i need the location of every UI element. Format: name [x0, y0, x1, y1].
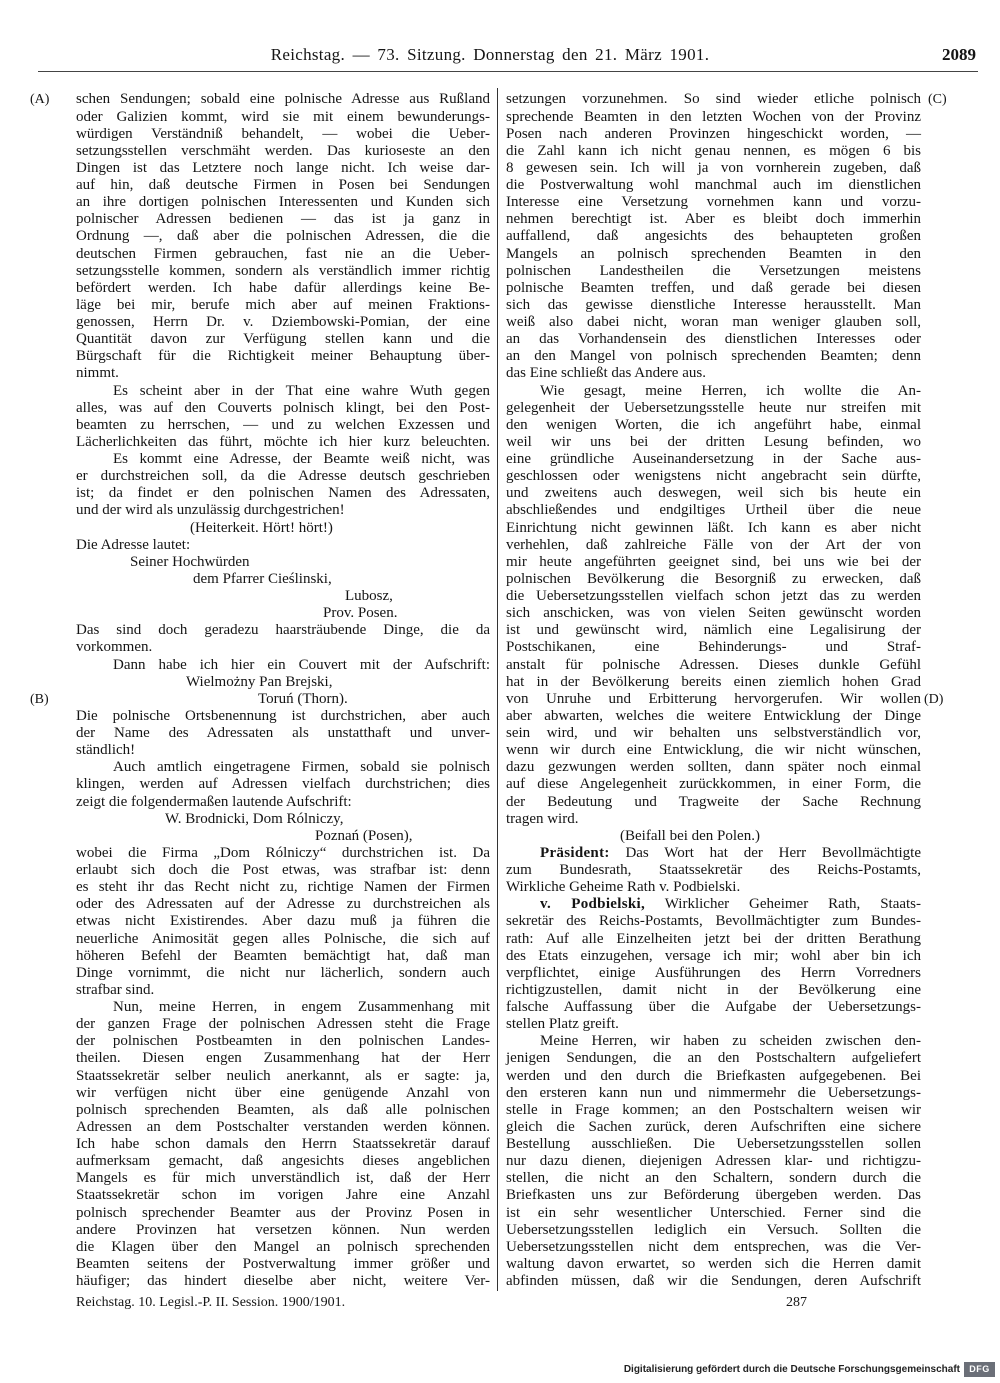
text-line: die Klagen über den Mangel an polnisch sprechenden — [76, 1238, 490, 1255]
text-line: waltung davon erwartet, so werden sich die Herren damit — [506, 1255, 921, 1272]
text-line: auf hin, daß deutsche Firmen in Posen bei Sendungen — [76, 177, 490, 194]
text-line: er durchstreichen soll, da die Adresse deutsch geschrieben — [76, 468, 490, 485]
text-line: Die polnische Ortsbenennung ist durchstrichen, aber auch — [76, 707, 490, 724]
speech-text: Das Wort hat der Herr Bevollmächtigte — [625, 844, 922, 861]
text-line: strafbar sind. — [76, 981, 155, 998]
text-line: der ganzen Frage der polnischen Adressen steht die Frage — [76, 1016, 490, 1033]
text-line: dazu gezwungen werden sollten, dann später noch einmal — [506, 759, 921, 776]
text-line: andere Provinzen hat versetzen können. Nun werden — [76, 1221, 490, 1238]
text-line: rath: Auf alle Einzelheiten jetzt bei der dritten Berathung — [506, 930, 921, 947]
text-line: geschlossen oder wenigstens nicht angebracht sein dürfte, — [506, 468, 921, 485]
text-line: theilen. Diesen engen Zusammenhang hat der Herr — [76, 1050, 490, 1067]
text-line: anstalt für polnische Adressen. Dieses dunkle Gefühl — [506, 656, 921, 673]
text-line: den wenigen Worten, die ich angeführt habe, einmal — [506, 416, 921, 433]
text-line: Postschikanen, eine Behinderungs- und Straf- — [506, 639, 921, 656]
text-line: aufmerksam gemacht, daß angesichts dieses angeblichen — [76, 1153, 490, 1170]
text-line: Quantität davon zur Verfügung stellen kann und die — [76, 331, 490, 348]
text-line: Beamten seitens der Postverwaltung immer größer und — [76, 1255, 490, 1272]
text-line: zeigt die folgendermaßen lautende Aufschrift: — [76, 793, 352, 810]
speaker-name: Präsident: — [540, 844, 610, 861]
text-line: Staatssekretär schon im vorigen Jahre eine Anzahl — [76, 1187, 490, 1204]
text-line: Interesse eine Versetzung vornehmen kann und vorzu- — [506, 194, 921, 211]
text-line: der polnischen Postbeamten in den polnischen Landes- — [76, 1033, 490, 1050]
dfg-logo-icon: DFG — [964, 1362, 995, 1377]
text-line: erlaubt sich doch die Post etwas, was strafbar ist: denn — [76, 862, 490, 879]
text-line: Mangels an polnisch sprechenden Beamten in den — [506, 245, 921, 262]
right-column — [506, 91, 921, 1291]
text-line: stelle in Frage kommen; an den Postschaltern weisen wir — [506, 1101, 921, 1118]
text-line: Uebersetzungsstellen lediglich ein Versuch. Sollten die — [506, 1221, 921, 1238]
margin-marker-a: (A) — [30, 92, 50, 107]
text-line: stellen, die nicht an den Schaltern, sondern durch die — [506, 1170, 921, 1187]
text-line: verpflichtet, einige Ausführungen des Herrn Vorredners — [506, 964, 921, 981]
text-line: aber abwarten, welches die weitere Entwicklung der Dinge — [506, 707, 921, 724]
text-line: Bestellung ausschließen. Die Uebersetzungsstellen sollen — [506, 1136, 921, 1153]
text-line: jenigen Sendungen, die an den Postschaltern aufgeliefert — [506, 1050, 921, 1067]
text-line: Auch amtlich eingetragene Firmen, sobald sie polnisch — [113, 759, 490, 776]
text-line: Dann habe ich hier ein Couvert mit der Aufschrift: — [113, 656, 490, 673]
text-line: polnisch sprechender Beamter aus der Provinz Posen in — [76, 1204, 490, 1221]
text-line: sich anschicken, was von vielen Seiten gewünscht worden — [506, 605, 921, 622]
left-column — [76, 91, 490, 1291]
text-line: Wielmożny Pan Brejski, — [186, 673, 333, 690]
text-line: der Name des Adressaten als unstatthaft und unver- — [76, 725, 490, 742]
text-line: tragen wird. — [506, 810, 579, 827]
text-line: neuerliche Animosität gegen alles Polnische, die sich auf — [76, 930, 490, 947]
margin-marker-c: (C) — [928, 92, 947, 107]
text-line: Bürgschaft für die Richtigkeit meiner Behauptung über- — [76, 348, 490, 365]
text-line: Die Adresse lautet: — [76, 536, 191, 553]
text-line: nimmt. — [76, 365, 119, 382]
text-line: polnischer Adressen bedienen — das ist ja ganz in — [76, 211, 490, 228]
text-line: klingen, werden auf Adressen vielfach durchstrichen; dies — [76, 776, 490, 793]
text-line: ist; da findet er den polnischen Namen des Adressaten, — [76, 485, 490, 502]
text-line: nehmen berechtigt ist. Aber es bleibt doch immerhin — [506, 211, 921, 228]
text-line: Staatssekretär selber neulich anerkannt, als er sagte: ja, — [76, 1067, 490, 1084]
text-line: polnischen Landestheilen die Versetzungen meistens — [506, 262, 921, 279]
text-line: polnisch sprechenden Beamten, als daß alle polnischen — [76, 1101, 490, 1118]
text-line — [506, 896, 921, 913]
text-line: Ordnung —, daß aber die polnischen Adressen, die die — [76, 228, 490, 245]
text-line: Wie gesagt, meine Herren, ich wollte die An- — [540, 382, 921, 399]
text-line: sekretär des Reichs-Postamts, Bevollmächtigter zum Bundes- — [506, 913, 921, 930]
text-line: Posen nach anderen Provinzen hingeschickt worden, — — [506, 125, 921, 142]
text-line: gelegenheit der Uebersetzungsstelle heute nur streifen mit — [506, 399, 921, 416]
text-line: des Etats einzugehen, versage ich mir; wohl aber bin ich — [506, 947, 921, 964]
text-line: der Bedeutung und Tragweite der Sache Rechnung — [506, 793, 921, 810]
text-line: höheren Befehl der Beamten bemächtigt hat, daß man — [76, 947, 490, 964]
text-line: die Postverwaltung wohl manchmal auch im dienstlichen — [506, 177, 921, 194]
text-line: ist ein sehr wesentlicher Unterschied. Ferner sind die — [506, 1204, 921, 1221]
text-line: sprechende Beamten in den letzten Wochen von der Provinz — [506, 108, 921, 125]
text-line: mir heute angeführten geeignet sind, bei uns wie bei der — [506, 553, 921, 570]
text-line: Seiner Hochwürden — [130, 553, 250, 570]
text-line: Nun, meine Herren, in engem Zusammenhang mit — [113, 999, 490, 1016]
text-line: auf diese Angelegenheit zurückkommen, in einer Form, die — [506, 776, 921, 793]
text-line: ständlich! — [76, 742, 136, 759]
text-line: von Unruhe und Erbitterung hervorgerufen. Wir wollen — [506, 690, 921, 707]
speaker-name: v. Podbielski, — [540, 896, 646, 913]
text-line: polnischen Bevölkerung die Besorgniß zu erwecken, daß — [506, 570, 921, 587]
text-line: die Uebersetzungsstellen vielfach schon jetzt das zu werden — [506, 588, 921, 605]
text-line: setzungsstellen verschmäht werden. Das kurioseste an den — [76, 142, 490, 159]
text-line: es steht ihr das Recht nicht zu, richtige Namen der Firmen — [76, 879, 490, 896]
text-line — [506, 845, 921, 862]
text-line: werden und den durch die Briefkasten aufgegebenen. Bei — [506, 1067, 921, 1084]
text-line: an ihre dortigen polnischen Interessenten und Kunden sich — [76, 194, 490, 211]
text-line: alles, was auf den Couverts polnisch klingt, bei den Post- — [76, 399, 490, 416]
text-line: sein wird, und wir behalten uns selbstverständlich vor, — [506, 725, 921, 742]
text-line: an den Mangel von polnisch sprechenden Beamten; denn — [506, 348, 921, 365]
text-line: Briefkasten uns zur Beförderung übergeben werden. Das — [506, 1187, 921, 1204]
text-line: genossen, Herrn Dr. v. Dziembowski-Pomian, der eine — [76, 314, 490, 331]
funding-note: Digitalisierung gefördert durch die Deutsche Forschungsgemeinschaft — [623, 1364, 960, 1375]
text-line: Wirkliche Geheime Rath v. Podbielski. — [506, 879, 741, 896]
text-line: (Beifall bei den Polen.) — [620, 827, 760, 844]
text-line: auffallend, daß angesichts des behaupteten großen — [506, 228, 921, 245]
text-line: Lubosz, — [345, 588, 393, 605]
text-line: dem Pfarrer Cieślinski, — [193, 570, 332, 587]
text-line: Dinge vornimmt, die nicht nur lächerlich, sondern auch — [76, 964, 490, 981]
text-line: stellen Platz greift. — [506, 1016, 619, 1033]
column-divider — [497, 88, 498, 1291]
text-line: wenn wir durch eine Entwicklung, die wir nicht wünschen, — [506, 742, 921, 759]
text-line: sich das gewisse dienstliche Interesse herausstellt. Man — [506, 296, 921, 313]
text-line: richtigzustellen, damit nicht in der Bevölkerung eine — [506, 981, 921, 998]
text-line: weil wir uns bei der dritten Lesung befinden, wo — [506, 433, 921, 450]
text-line: Lächerlichkeiten das führt, möchte ich hier kurz beleuchten. — [76, 433, 490, 450]
text-line: abschließendes und endgiltiges Urtheil über die neue — [506, 502, 921, 519]
margin-marker-d: (D) — [924, 692, 944, 707]
text-line: die Zahl kann ich nicht genau nennen, es mögen 6 bis — [506, 142, 921, 159]
header-rule — [38, 71, 978, 72]
text-line: (Heiterkeit. Hört! hört!) — [190, 519, 333, 536]
text-line: wobei die Firma „Dom Rólniczy“ durchstrichen ist. Da — [76, 844, 490, 861]
text-line: würdigen Verständniß behandelt, — wobei die Ueber- — [76, 125, 490, 142]
text-line: weiß also dabei nicht, woran man weniger glauben soll, — [506, 314, 921, 331]
text-line: oder des Adressaten auf der Adresse zu durchstreichen als — [76, 896, 490, 913]
text-line: Mangels es für mich unverständlich ist, daß der Herr — [76, 1170, 490, 1187]
margin-marker-b: (B) — [30, 692, 49, 707]
text-line: setzungsstelle kommen, sondern als verständlich immer richtig — [76, 262, 490, 279]
text-line: Einrichtung nicht gewinnen läßt. Ich kann es aber nicht — [506, 519, 921, 536]
running-header: Reichstag. — 73. Sitzung. Donnerstag den 21. März 1901. — [270, 45, 710, 64]
text-line: verhehlen, daß zahlreiche Fälle von der Art der von — [506, 536, 921, 553]
text-line: Poznań (Posen), — [315, 827, 413, 844]
text-line: etwas nicht Existirendes. Aber dazu muß ja führen die — [76, 913, 490, 930]
footer-sheet-number: 287 — [786, 1295, 807, 1310]
text-line: und zweitens auch deswegen, weil sich bis heute ein — [506, 485, 921, 502]
page-number: 2089 — [942, 45, 976, 64]
text-line: zum Bundesrath, Staatssekretär des Reichs-Postamts, — [506, 862, 921, 879]
text-line: Das sind doch geradezu haarsträubende Dinge, die da — [76, 622, 490, 639]
text-line: an das Vorhandensein des dienstlichen Interesses oder — [506, 331, 921, 348]
text-line: häufiger; das hindert dieselbe aber nicht, weitere Ver- — [76, 1273, 490, 1290]
text-line: Es scheint aber in der That eine wahre Wuth gegen — [113, 382, 490, 399]
text-line: befördert werden. Ich habe dafür allerdings keine Be- — [76, 279, 490, 296]
text-line: und der wird als unzulässig durchgestrichen! — [76, 502, 345, 519]
text-line: Adressen an dem Postschalter verstanden werden können. — [76, 1118, 490, 1135]
text-line: hat in der Bevölkerung bereits einen ziemlich hohen Grad — [506, 673, 921, 690]
text-line: ist und gewünscht wird, nämlich eine Legalisirung der — [506, 622, 921, 639]
text-line: das Eine schließt das Andere aus. — [506, 365, 706, 382]
text-line: Toruń (Thorn). — [258, 690, 348, 707]
text-line: den ersteren kann nun und nimmermehr die Uebersetzungs- — [506, 1084, 921, 1101]
text-line: Meine Herren, wir haben zu scheiden zwischen den- — [540, 1033, 921, 1050]
text-line: Es kommt eine Adresse, der Beamte weiß nicht, was — [113, 451, 490, 468]
text-line: deutschen Firmen gebrauchen, fast nie an die Ueber- — [76, 245, 490, 262]
text-line: oder Galizien kommt, wird sie mit einem bewunderungs- — [76, 108, 490, 125]
text-line: abfinden müssen, daß wir die Sendungen, deren Aufschrift — [506, 1273, 921, 1290]
text-line: gleich die Sachen zurück, deren Aufschriften eine sichere — [506, 1118, 921, 1135]
text-line: eine gründliche Auseinandersetzung in der Sache aus- — [506, 451, 921, 468]
text-line: W. Brodnicki, Dom Rólniczy, — [165, 810, 344, 827]
footer-session: Reichstag. 10. Legisl.-P. II. Session. 1900/1901. — [76, 1295, 346, 1310]
text-line: Uebersetzungsstellen nicht dem entsprechen, was die Ver- — [506, 1238, 921, 1255]
text-line: vorkommen. — [76, 639, 153, 656]
text-line: Ich habe schon damals den Herrn Staatssekretär darauf — [76, 1136, 490, 1153]
text-line: setzungen vorzunehmen. So sind wieder etliche polnisch — [506, 91, 921, 108]
text-line: Prov. Posen. — [323, 605, 398, 622]
text-line: läge bei mir, berufe mich aber auf meinen Fraktions- — [76, 296, 490, 313]
text-line: polnische Beamten treffen, und daß gerade bei diesen — [506, 279, 921, 296]
text-line: beamten zu herrschen, — und zu welchen Exzessen und — [76, 416, 490, 433]
text-line: schen Sendungen; sobald eine polnische Adresse aus Rußland — [76, 91, 490, 108]
text-line: wir verfügen nicht über eine genügende Anzahl von — [76, 1084, 490, 1101]
speech-text: Wirklicher Geheimer Rath, Staats- — [664, 896, 922, 913]
text-line: Dingen ist das Letztere noch lange nicht. Ich weise dar- — [76, 159, 490, 176]
text-line: falsche Auffassung über die Aufgabe der Uebersetzungs- — [506, 999, 921, 1016]
text-line: 8 gewesen sein. Ich will ja von vornherein zugeben, daß — [506, 159, 921, 176]
text-line: nur dazu dienen, diejenigen Adressen klar- und richtigzu- — [506, 1153, 921, 1170]
